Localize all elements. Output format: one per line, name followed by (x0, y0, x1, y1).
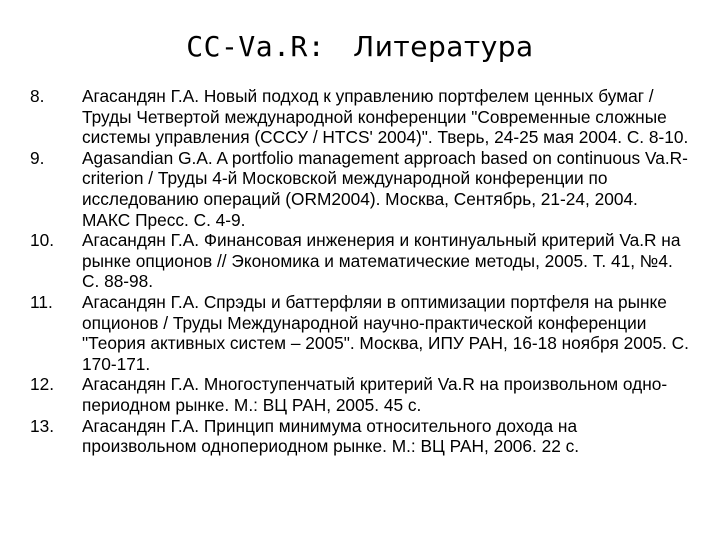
reference-item (30, 86, 690, 148)
reference-text: Агасандян Г.А. Принцип минимума относительного дохода на произвольном однопериодном рынке. М.: ВЦ РАН, 2006. 22 с. (82, 415, 580, 457)
reference-item (30, 230, 690, 292)
reference-item (30, 148, 690, 230)
reference-number: 11. (30, 291, 53, 312)
reference-text: Agasandian G.A. A portfolio management approach based on continuous Va.R-criterion / Труды 4-й Московской международной конференции по исследованию операций (ORM2004). Москва, Сентябрь, 21-24, 2004. МАКС Пресс. С. 4-9. (82, 147, 688, 230)
reference-number: 13. (30, 415, 55, 436)
reference-text: Агасандян Г.А. Финансовая инженерия и континуальный критерий Va.R на рынке опционов // Экономика и математические методы, 2005. Т. 41, №4. С. 88-98. (82, 230, 681, 292)
reference-text: Агасандян Г.А. Многоступенчатый критерий Va.R на произвольном однопериодном рынке. М.: ВЦ РАН, 2005. 45 с. (82, 374, 668, 415)
reference-item (30, 374, 690, 415)
reference-item (30, 416, 690, 457)
title-text: Литература (353, 30, 534, 63)
reference-number: 8. (30, 86, 45, 106)
reference-item (30, 292, 690, 374)
reference-number: 9. (30, 147, 45, 168)
reference-number: 12. (30, 374, 55, 395)
reference-list (30, 86, 690, 457)
reference-text: Агасандян Г.А. Спрэды и баттерфляи в оптимизации портфеля на рынке опционов / Труды Международной научно-практической конференции "Теория активных систем – 2005". Москва, ИПУ РАН, 16-18 ноября 2005. С. 170-171. (82, 291, 689, 374)
reference-text: Агасандян Г.А. Новый подход к управлению портфелем ценных бумаг / Труды Четвертой международной конференции "Современные сложные системы управления (СССУ / HTCS' 2004)". Тверь, 24-25 мая 2004. С. 8-10. (82, 86, 689, 148)
title-code: CC-Va.R: (186, 30, 326, 63)
page-title (0, 30, 720, 63)
reference-number: 10. (30, 230, 55, 251)
